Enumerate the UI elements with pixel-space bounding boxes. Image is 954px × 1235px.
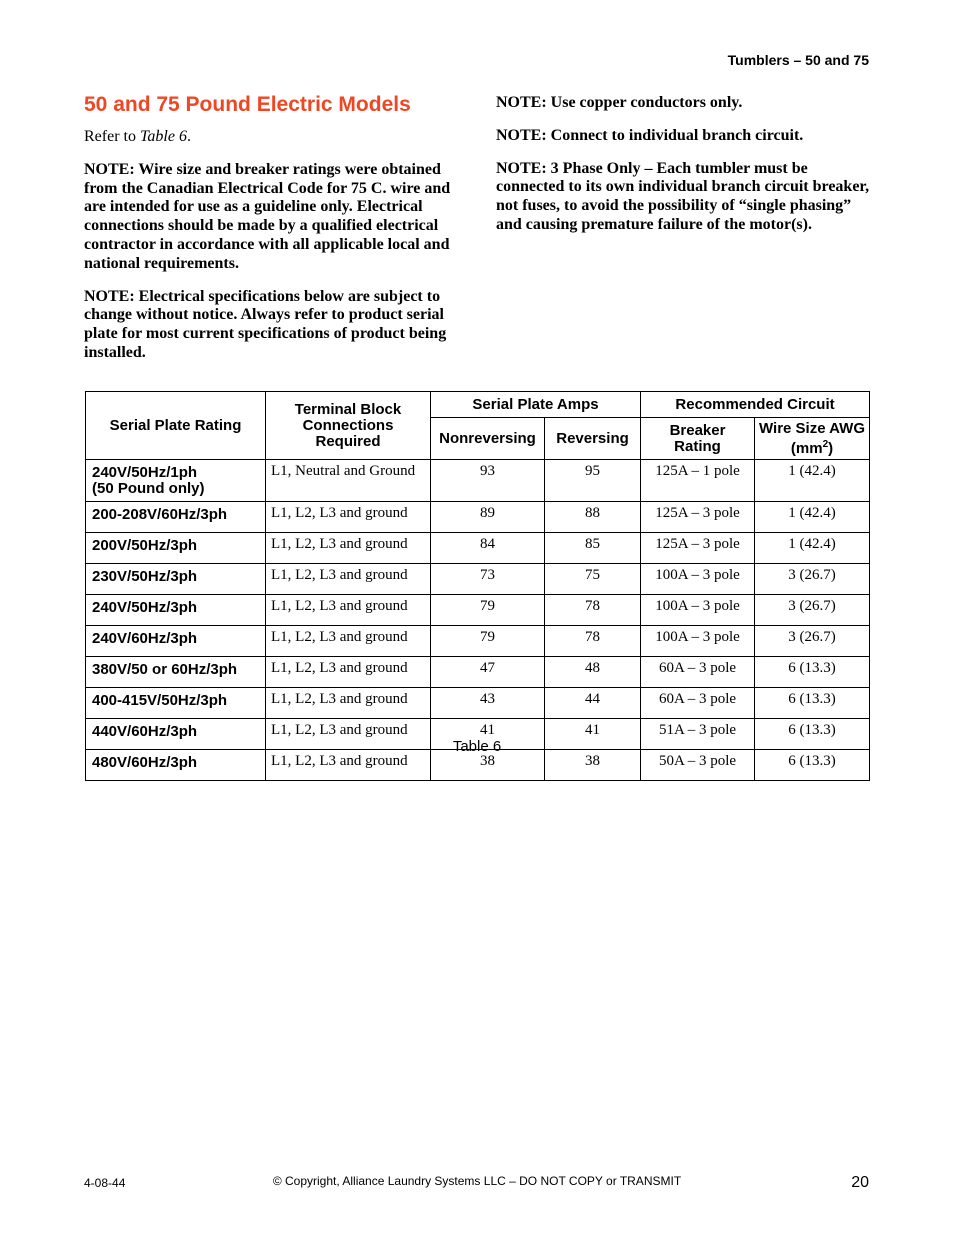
cell-connections: L1, L2, L3 and ground [266, 533, 431, 564]
cell-connections: L1, L2, L3 and ground [266, 657, 431, 688]
cell-connections: L1, L2, L3 and ground [266, 502, 431, 533]
wire-size-label: Wire Size AWG (mm [759, 419, 866, 457]
table-row [86, 460, 870, 502]
cell-nonreversing: 84 [431, 533, 545, 564]
cell-breaker: 125A – 1 pole [641, 460, 755, 502]
cell-nonreversing: 79 [431, 626, 545, 657]
cell-wire: 6 (13.3) [755, 719, 870, 750]
left-column [84, 92, 452, 377]
table-row [86, 595, 870, 626]
cell-rating: 230V/50Hz/3ph [86, 564, 266, 595]
cell-wire: 3 (26.7) [755, 595, 870, 626]
cell-connections: L1, Neutral and Ground [266, 460, 431, 502]
rating-note: (50 Pound only) [92, 480, 205, 497]
cell-nonreversing: 93 [431, 460, 545, 502]
header-wire-size [755, 418, 870, 460]
cell-wire: 3 (26.7) [755, 564, 870, 595]
cell-connections: L1, L2, L3 and ground [266, 750, 431, 781]
cell-breaker: 100A – 3 pole [641, 564, 755, 595]
table-caption: Table 6 [452, 738, 502, 755]
cell-reversing: 78 [545, 595, 641, 626]
cell-connections: L1, L2, L3 and ground [266, 564, 431, 595]
cell-connections: L1, L2, L3 and ground [266, 626, 431, 657]
cell-breaker: 100A – 3 pole [641, 595, 755, 626]
header-reversing: Reversing [545, 418, 641, 460]
cell-breaker: 60A – 3 pole [641, 657, 755, 688]
cell-connections: L1, L2, L3 and ground [266, 719, 431, 750]
document-number: 4-08-44 [84, 1176, 126, 1190]
cell-reversing: 41 [545, 719, 641, 750]
cell-wire: 3 (26.7) [755, 626, 870, 657]
cell-connections: L1, L2, L3 and ground [266, 688, 431, 719]
running-header: Tumblers – 50 and 75 [727, 52, 869, 68]
cell-breaker: 50A – 3 pole [641, 750, 755, 781]
refer-paragraph [84, 128, 452, 147]
table-reference-link[interactable]: Table 6 [139, 128, 187, 145]
wire-size-close: ) [828, 439, 834, 457]
cell-wire: 6 (13.3) [755, 657, 870, 688]
cell-nonreversing: 43 [431, 688, 545, 719]
cell-rating: 200-208V/60Hz/3ph [86, 502, 266, 533]
cell-rating: 400-415V/50Hz/3ph [86, 688, 266, 719]
header-recommended-circuit: Recommended Circuit [641, 392, 870, 418]
cell-reversing: 95 [545, 460, 641, 502]
cell-connections: L1, L2, L3 and ground [266, 595, 431, 626]
cell-nonreversing: 79 [431, 595, 545, 626]
page-number: 20 [851, 1174, 869, 1191]
copper-note: NOTE: Use copper conductors only. [496, 94, 743, 111]
table-row [86, 533, 870, 564]
cell-reversing: 85 [545, 533, 641, 564]
right-column [496, 94, 874, 249]
cell-rating: 480V/60Hz/3ph [86, 750, 266, 781]
cell-reversing: 78 [545, 626, 641, 657]
spec-change-note: NOTE: Electrical specifications below are subject to change without notice. Always refer to product serial plate for most current specifications of product being installed. [84, 287, 447, 361]
cell-rating: 200V/50Hz/3ph [86, 533, 266, 564]
refer-suffix: . [186, 128, 191, 145]
cell-wire: 1 (42.4) [755, 533, 870, 564]
cell-rating: 240V/60Hz/3ph [86, 626, 266, 657]
cell-breaker: 51A – 3 pole [641, 719, 755, 750]
cell-reversing: 38 [545, 750, 641, 781]
cell-nonreversing: 89 [431, 502, 545, 533]
cell-reversing: 48 [545, 657, 641, 688]
cell-wire: 1 (42.4) [755, 460, 870, 502]
rating-text: 240V/50Hz/1ph [92, 464, 198, 481]
cell-reversing: 44 [545, 688, 641, 719]
table-row [86, 502, 870, 533]
cell-wire: 6 (13.3) [755, 688, 870, 719]
table-row [86, 657, 870, 688]
table-row [86, 626, 870, 657]
cell-reversing: 75 [545, 564, 641, 595]
wire-size-note: NOTE: Wire size and breaker ratings were obtained from the Canadian Electrical Code for 75 C. wire and are intended for use as a guideline only. Electrical connections should be made by a qualified electrical contractor in accordance with all applicable local and national requirements. [84, 160, 451, 272]
cell-wire: 6 (13.3) [755, 750, 870, 781]
table-row [86, 688, 870, 719]
branch-circuit-note: NOTE: Connect to individual branch circuit. [496, 126, 804, 144]
cell-breaker: 100A – 3 pole [641, 626, 755, 657]
header-serial-plate-amps: Serial Plate Amps [431, 392, 641, 418]
header-nonreversing: Nonreversing [431, 418, 545, 460]
cell-nonreversing: 47 [431, 657, 545, 688]
cell-nonreversing: 41 [431, 719, 545, 750]
header-serial-plate-rating: Serial Plate Rating [86, 392, 266, 460]
copyright-notice: © Copyright, Alliance Laundry Systems LLC – DO NOT COPY or TRANSMIT [272, 1174, 682, 1188]
cell-breaker: 125A – 3 pole [641, 502, 755, 533]
cell-breaker: 125A – 3 pole [641, 533, 755, 564]
electrical-spec-table [85, 391, 870, 781]
wire-size-superscript: 2 [822, 438, 829, 450]
three-phase-note: NOTE: 3 Phase Only – Each tumbler must be connected to its own individual branch circuit breaker, not fuses, to avoid the possibility of “single phasing” and causing premature failure of the motor(s). [496, 159, 870, 233]
cell-nonreversing: 38 [431, 750, 545, 781]
cell-rating: 440V/60Hz/3ph [86, 719, 266, 750]
section-title: 50 and 75 Pound Electric Models [84, 93, 411, 116]
header-breaker-rating: Breaker Rating [641, 418, 755, 460]
cell-wire: 1 (42.4) [755, 502, 870, 533]
header-terminal-block: Terminal Block Connections Required [266, 392, 431, 460]
cell-rating [86, 460, 266, 502]
cell-rating: 380V/50 or 60Hz/3ph [86, 657, 266, 688]
refer-prefix: Refer to [84, 128, 140, 145]
cell-rating: 240V/50Hz/3ph [86, 595, 266, 626]
cell-nonreversing: 73 [431, 564, 545, 595]
table-row [86, 564, 870, 595]
cell-breaker: 60A – 3 pole [641, 688, 755, 719]
cell-reversing: 88 [545, 502, 641, 533]
